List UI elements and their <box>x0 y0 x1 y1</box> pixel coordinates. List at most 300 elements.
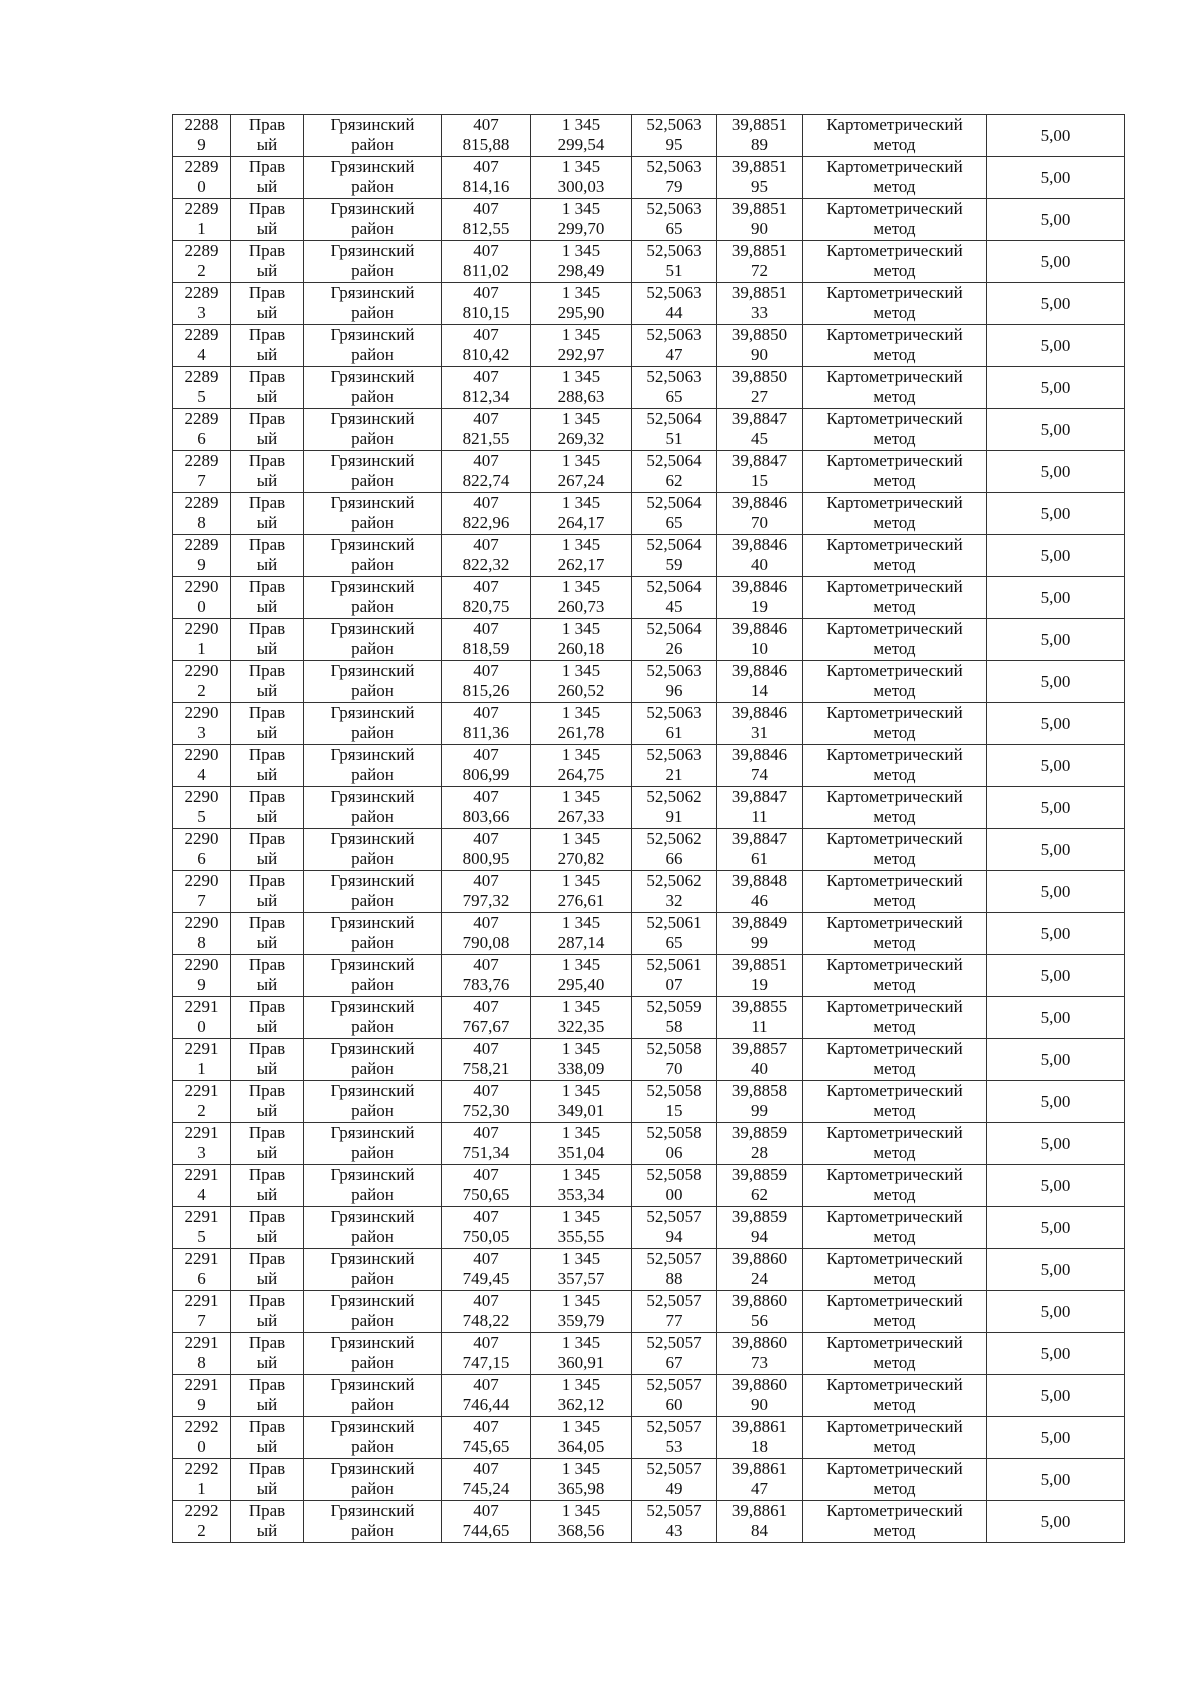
point-number-cell <box>173 1081 231 1123</box>
accuracy-cell: 5,00 <box>987 619 1125 661</box>
point-number-cell-line: 2290 <box>184 703 219 722</box>
y-coordinate-cell-line: 338,09 <box>557 1059 605 1078</box>
district-cell-line: Грязинский <box>330 325 415 344</box>
method-cell-line: Картометрический <box>826 703 963 722</box>
point-number-cell <box>173 1417 231 1459</box>
x-coordinate-cell-line: 407 <box>473 493 499 512</box>
x-coordinate-cell-line: 748,22 <box>462 1311 510 1330</box>
district-cell-line: район <box>351 261 394 280</box>
longitude-cell-line: 39,8851 <box>731 955 788 974</box>
x-coordinate-cell-line: 407 <box>473 241 499 260</box>
longitude-cell-line: 39,8861 <box>731 1501 788 1520</box>
district-cell <box>304 367 442 409</box>
bank-cell-line: ый <box>256 1269 278 1288</box>
x-coordinate-cell-line: 407 <box>473 787 499 806</box>
district-cell <box>304 115 442 157</box>
y-coordinate-cell-line: 267,33 <box>557 807 605 826</box>
y-coordinate-cell <box>531 325 632 367</box>
x-coordinate-cell-line: 745,24 <box>462 1479 510 1498</box>
x-coordinate-cell-line: 752,30 <box>462 1101 510 1120</box>
y-coordinate-cell-line: 1 345 <box>561 115 601 134</box>
longitude-cell-line: 89 <box>751 135 768 154</box>
accuracy-cell: 5,00 <box>987 283 1125 325</box>
longitude-cell-line: 72 <box>751 261 768 280</box>
y-coordinate-cell <box>531 661 632 703</box>
latitude-cell <box>632 1333 717 1375</box>
point-number-cell <box>173 1039 231 1081</box>
latitude-cell-line: 66 <box>665 849 683 868</box>
x-coordinate-cell-line: 806,99 <box>462 765 510 784</box>
point-number-cell-line: 9 <box>197 975 206 994</box>
latitude-cell-line: 70 <box>665 1059 683 1078</box>
x-coordinate-cell <box>442 997 531 1039</box>
latitude-cell <box>632 283 717 325</box>
district-cell-line: район <box>351 1521 394 1540</box>
method-cell <box>803 745 987 787</box>
point-number-cell-line: 0 <box>197 597 206 616</box>
x-coordinate-cell-line: 407 <box>473 535 499 554</box>
y-coordinate-cell-line: 364,05 <box>557 1437 605 1456</box>
longitude-cell-line: 40 <box>751 1059 768 1078</box>
y-coordinate-cell-line: 298,49 <box>557 261 605 280</box>
table-row <box>173 787 1125 829</box>
point-number-cell-line: 2 <box>197 681 206 700</box>
y-coordinate-cell <box>531 1417 632 1459</box>
latitude-cell-line: 15 <box>665 1101 683 1120</box>
y-coordinate-cell <box>531 997 632 1039</box>
y-coordinate-cell-line: 1 345 <box>561 241 601 260</box>
accuracy-cell: 5,00 <box>987 1207 1125 1249</box>
x-coordinate-cell-line: 407 <box>473 451 499 470</box>
y-coordinate-cell-line: 264,17 <box>557 513 605 532</box>
bank-cell-line: ый <box>256 765 278 784</box>
latitude-cell <box>632 1459 717 1501</box>
point-number-cell-line: 2289 <box>184 325 219 344</box>
longitude-cell <box>717 913 803 955</box>
method-cell-line: метод <box>873 1353 916 1372</box>
bank-cell <box>231 367 304 409</box>
latitude-cell <box>632 787 717 829</box>
method-cell-line: Картометрический <box>826 409 963 428</box>
district-cell <box>304 871 442 913</box>
x-coordinate-cell-line: 407 <box>473 661 499 680</box>
accuracy-cell: 5,00 <box>987 787 1125 829</box>
bank-cell-line: ый <box>256 681 278 700</box>
bank-cell <box>231 451 304 493</box>
longitude-cell <box>717 871 803 913</box>
point-number-cell <box>173 1375 231 1417</box>
latitude-cell-line: 52,5058 <box>646 1123 702 1142</box>
y-coordinate-cell <box>531 493 632 535</box>
x-coordinate-cell-line: 407 <box>473 1123 499 1142</box>
bank-cell-line: Прав <box>248 535 286 554</box>
longitude-cell <box>717 1039 803 1081</box>
longitude-cell-line: 90 <box>751 345 768 364</box>
bank-cell-line: ый <box>256 429 278 448</box>
point-number-cell-line: 2290 <box>184 871 219 890</box>
latitude-cell-line: 52,5064 <box>646 619 702 638</box>
latitude-cell-line: 52,5063 <box>646 157 702 176</box>
latitude-cell-line: 47 <box>665 345 683 364</box>
district-cell <box>304 829 442 871</box>
latitude-cell-line: 52,5057 <box>646 1291 702 1310</box>
longitude-cell-line: 27 <box>751 387 768 406</box>
method-cell <box>803 451 987 493</box>
point-number-cell-line: 2289 <box>184 157 219 176</box>
latitude-cell-line: 52,5063 <box>646 115 702 134</box>
x-coordinate-cell <box>442 493 531 535</box>
district-cell-line: район <box>351 1269 394 1288</box>
x-coordinate-cell-line: 407 <box>473 913 499 932</box>
method-cell-line: Картометрический <box>826 787 963 806</box>
longitude-cell-line: 39,8857 <box>731 1039 788 1058</box>
y-coordinate-cell <box>531 1291 632 1333</box>
method-cell <box>803 325 987 367</box>
table-row <box>173 1081 1125 1123</box>
longitude-cell-line: 39,8847 <box>731 409 788 428</box>
point-number-cell-line: 3 <box>197 723 206 742</box>
method-cell <box>803 1039 987 1081</box>
longitude-cell-line: 95 <box>751 177 768 196</box>
bank-cell-line: ый <box>256 261 278 280</box>
x-coordinate-cell-line: 822,74 <box>462 471 510 490</box>
district-cell <box>304 661 442 703</box>
longitude-cell-line: 94 <box>751 1227 768 1246</box>
point-number-cell <box>173 997 231 1039</box>
method-cell-line: Картометрический <box>826 1123 963 1142</box>
point-number-cell <box>173 325 231 367</box>
point-number-cell-line: 2289 <box>184 241 219 260</box>
district-cell-line: Грязинский <box>330 1291 415 1310</box>
x-coordinate-cell <box>442 115 531 157</box>
bank-cell-line: ый <box>256 513 278 532</box>
latitude-cell-line: 52,5057 <box>646 1249 702 1268</box>
y-coordinate-cell-line: 322,35 <box>557 1017 605 1036</box>
y-coordinate-cell <box>531 703 632 745</box>
point-number-cell <box>173 409 231 451</box>
bank-cell-line: Прав <box>248 1333 286 1352</box>
district-cell-line: район <box>351 303 394 322</box>
method-cell-line: Картометрический <box>826 493 963 512</box>
table-body <box>173 115 1125 1543</box>
y-coordinate-cell <box>531 871 632 913</box>
latitude-cell-line: 52,5064 <box>646 577 702 596</box>
accuracy-cell: 5,00 <box>987 199 1125 241</box>
x-coordinate-cell-line: 810,42 <box>462 345 510 364</box>
point-number-cell <box>173 577 231 619</box>
district-cell-line: Грязинский <box>330 199 415 218</box>
y-coordinate-cell <box>531 577 632 619</box>
longitude-cell-line: 39,8851 <box>731 199 788 218</box>
district-cell-line: район <box>351 1143 394 1162</box>
district-cell-line: район <box>351 219 394 238</box>
point-number-cell-line: 2291 <box>184 1039 219 1058</box>
y-coordinate-cell <box>531 1501 632 1543</box>
point-number-cell-line: 2 <box>197 1521 206 1540</box>
district-cell <box>304 1501 442 1543</box>
latitude-cell-line: 52,5063 <box>646 703 702 722</box>
longitude-cell-line: 39,8850 <box>731 325 788 344</box>
method-cell-line: метод <box>873 1521 916 1540</box>
bank-cell-line: ый <box>256 1395 278 1414</box>
y-coordinate-cell-line: 357,57 <box>557 1269 605 1288</box>
latitude-cell-line: 52,5058 <box>646 1165 702 1184</box>
method-cell-line: Картометрический <box>826 661 963 680</box>
bank-cell-line: ый <box>256 849 278 868</box>
district-cell-line: район <box>351 849 394 868</box>
point-number-cell-line: 2289 <box>184 283 219 302</box>
method-cell-line: метод <box>873 1311 916 1330</box>
method-cell-line: Картометрический <box>826 367 963 386</box>
x-coordinate-cell <box>442 745 531 787</box>
longitude-cell-line: 39,8846 <box>731 493 788 512</box>
method-cell-line: метод <box>873 681 916 700</box>
longitude-cell-line: 39,8859 <box>731 1207 788 1226</box>
x-coordinate-cell-line: 407 <box>473 997 499 1016</box>
method-cell-line: Картометрический <box>826 1417 963 1436</box>
method-cell <box>803 703 987 745</box>
point-number-cell-line: 8 <box>197 1353 206 1372</box>
x-coordinate-cell-line: 407 <box>473 1081 499 1100</box>
district-cell-line: район <box>351 597 394 616</box>
table-row <box>173 367 1125 409</box>
bank-cell <box>231 1165 304 1207</box>
method-cell <box>803 1081 987 1123</box>
y-coordinate-cell-line: 1 345 <box>561 325 601 344</box>
x-coordinate-cell <box>442 871 531 913</box>
y-coordinate-cell <box>531 199 632 241</box>
latitude-cell <box>632 1123 717 1165</box>
accuracy-cell: 5,00 <box>987 409 1125 451</box>
y-coordinate-cell-line: 359,79 <box>557 1311 605 1330</box>
method-cell <box>803 535 987 577</box>
district-cell <box>304 1249 442 1291</box>
longitude-cell-line: 19 <box>751 975 768 994</box>
x-coordinate-cell-line: 815,26 <box>462 681 510 700</box>
method-cell-line: метод <box>873 303 916 322</box>
district-cell <box>304 703 442 745</box>
x-coordinate-cell-line: 811,02 <box>462 261 510 280</box>
x-coordinate-cell-line: 407 <box>473 955 499 974</box>
bank-cell-line: Прав <box>248 199 286 218</box>
x-coordinate-cell <box>442 1039 531 1081</box>
y-coordinate-cell <box>531 1375 632 1417</box>
district-cell-line: район <box>351 765 394 784</box>
latitude-cell-line: 32 <box>665 891 683 910</box>
latitude-cell <box>632 1207 717 1249</box>
y-coordinate-cell-line: 1 345 <box>561 409 601 428</box>
longitude-cell <box>717 997 803 1039</box>
longitude-cell-line: 73 <box>751 1353 768 1372</box>
method-cell <box>803 1333 987 1375</box>
longitude-cell-line: 90 <box>751 219 768 238</box>
x-coordinate-cell <box>442 661 531 703</box>
district-cell-line: район <box>351 345 394 364</box>
district-cell-line: район <box>351 1437 394 1456</box>
latitude-cell-line: 52,5064 <box>646 409 702 428</box>
bank-cell-line: ый <box>256 303 278 322</box>
district-cell <box>304 1459 442 1501</box>
y-coordinate-cell-line: 295,40 <box>557 975 605 994</box>
method-cell <box>803 115 987 157</box>
y-coordinate-cell-line: 1 345 <box>561 199 601 218</box>
latitude-cell <box>632 745 717 787</box>
district-cell <box>304 997 442 1039</box>
y-coordinate-cell <box>531 283 632 325</box>
x-coordinate-cell <box>442 619 531 661</box>
method-cell-line: Картометрический <box>826 283 963 302</box>
bank-cell <box>231 1417 304 1459</box>
longitude-cell <box>717 661 803 703</box>
y-coordinate-cell-line: 1 345 <box>561 1165 601 1184</box>
accuracy-cell: 5,00 <box>987 955 1125 997</box>
bank-cell-line: Прав <box>248 451 286 470</box>
bank-cell <box>231 115 304 157</box>
latitude-cell-line: 52,5058 <box>646 1039 702 1058</box>
latitude-cell <box>632 577 717 619</box>
method-cell-line: Картометрический <box>826 115 963 134</box>
latitude-cell-line: 52,5063 <box>646 745 702 764</box>
method-cell-line: Картометрический <box>826 1039 963 1058</box>
latitude-cell-line: 67 <box>665 1353 683 1372</box>
district-cell <box>304 745 442 787</box>
bank-cell <box>231 703 304 745</box>
longitude-cell <box>717 283 803 325</box>
longitude-cell-line: 39,8851 <box>731 157 788 176</box>
method-cell <box>803 241 987 283</box>
district-cell-line: район <box>351 177 394 196</box>
y-coordinate-cell <box>531 241 632 283</box>
district-cell-line: район <box>351 891 394 910</box>
y-coordinate-cell <box>531 787 632 829</box>
longitude-cell-line: 39,8851 <box>731 115 788 134</box>
y-coordinate-cell <box>531 409 632 451</box>
latitude-cell-line: 52,5059 <box>646 997 702 1016</box>
x-coordinate-cell-line: 803,66 <box>462 807 510 826</box>
bank-cell <box>231 871 304 913</box>
district-cell <box>304 787 442 829</box>
district-cell-line: Грязинский <box>330 745 415 764</box>
method-cell-line: Картометрический <box>826 325 963 344</box>
bank-cell-line: ый <box>256 1437 278 1456</box>
method-cell-line: Картометрический <box>826 871 963 890</box>
point-number-cell-line: 2289 <box>184 199 219 218</box>
method-cell-line: Картометрический <box>826 1291 963 1310</box>
accuracy-cell: 5,00 <box>987 703 1125 745</box>
x-coordinate-cell <box>442 1333 531 1375</box>
point-number-cell <box>173 745 231 787</box>
bank-cell-line: ый <box>256 1185 278 1204</box>
x-coordinate-cell-line: 750,05 <box>462 1227 510 1246</box>
method-cell-line: метод <box>873 1479 916 1498</box>
latitude-cell <box>632 997 717 1039</box>
method-cell <box>803 955 987 997</box>
y-coordinate-cell-line: 1 345 <box>561 577 601 596</box>
y-coordinate-cell-line: 1 345 <box>561 661 601 680</box>
latitude-cell-line: 51 <box>665 429 683 448</box>
bank-cell-line: ый <box>256 891 278 910</box>
bank-cell <box>231 325 304 367</box>
point-number-cell <box>173 1291 231 1333</box>
y-coordinate-cell-line: 1 345 <box>561 1249 601 1268</box>
y-coordinate-cell <box>531 1039 632 1081</box>
longitude-cell-line: 39,8846 <box>731 535 788 554</box>
bank-cell <box>231 1123 304 1165</box>
method-cell-line: метод <box>873 555 916 574</box>
district-cell <box>304 1039 442 1081</box>
point-number-cell-line: 1 <box>197 219 206 238</box>
y-coordinate-cell-line: 1 345 <box>561 787 601 806</box>
bank-cell <box>231 283 304 325</box>
y-coordinate-cell-line: 299,70 <box>557 219 605 238</box>
x-coordinate-cell-line: 407 <box>473 115 499 134</box>
district-cell-line: Грязинский <box>330 955 415 974</box>
district-cell <box>304 1207 442 1249</box>
method-cell-line: метод <box>873 345 916 364</box>
y-coordinate-cell-line: 1 345 <box>561 871 601 890</box>
method-cell-line: метод <box>873 1059 916 1078</box>
longitude-cell-line: 99 <box>751 933 768 952</box>
method-cell-line: метод <box>873 387 916 406</box>
accuracy-cell: 5,00 <box>987 1039 1125 1081</box>
bank-cell-line: ый <box>256 807 278 826</box>
bank-cell-line: ый <box>256 1143 278 1162</box>
point-number-cell-line: 2289 <box>184 535 219 554</box>
bank-cell <box>231 1291 304 1333</box>
district-cell-line: Грязинский <box>330 367 415 386</box>
method-cell <box>803 661 987 703</box>
longitude-cell-line: 39,8860 <box>731 1291 788 1310</box>
y-coordinate-cell-line: 1 345 <box>561 1417 601 1436</box>
method-cell <box>803 577 987 619</box>
method-cell-line: метод <box>873 933 916 952</box>
coordinates-table <box>172 114 1125 1543</box>
x-coordinate-cell <box>442 829 531 871</box>
x-coordinate-cell-line: 818,59 <box>462 639 510 658</box>
method-cell <box>803 1249 987 1291</box>
method-cell-line: метод <box>873 1143 916 1162</box>
x-coordinate-cell-line: 407 <box>473 1459 499 1478</box>
longitude-cell-line: 18 <box>751 1437 768 1456</box>
latitude-cell-line: 52,5062 <box>646 871 702 890</box>
method-cell-line: Картометрический <box>826 451 963 470</box>
district-cell-line: Грязинский <box>330 1333 415 1352</box>
y-coordinate-cell <box>531 745 632 787</box>
table-row <box>173 283 1125 325</box>
method-cell-line: Картометрический <box>826 535 963 554</box>
bank-cell-line: Прав <box>248 577 286 596</box>
longitude-cell-line: 39,8848 <box>731 871 788 890</box>
latitude-cell-line: 52,5062 <box>646 787 702 806</box>
point-number-cell-line: 2290 <box>184 913 219 932</box>
x-coordinate-cell-line: 790,08 <box>462 933 510 952</box>
latitude-cell-line: 26 <box>665 639 683 658</box>
y-coordinate-cell-line: 1 345 <box>561 535 601 554</box>
point-number-cell-line: 5 <box>197 1227 206 1246</box>
x-coordinate-cell-line: 783,76 <box>462 975 510 994</box>
latitude-cell <box>632 409 717 451</box>
bank-cell <box>231 493 304 535</box>
latitude-cell-line: 96 <box>665 681 683 700</box>
latitude-cell-line: 21 <box>665 765 683 784</box>
district-cell-line: район <box>351 1353 394 1372</box>
accuracy-cell: 5,00 <box>987 367 1125 409</box>
district-cell-line: Грязинский <box>330 1123 415 1142</box>
longitude-cell <box>717 1165 803 1207</box>
longitude-cell-line: 39,8860 <box>731 1375 788 1394</box>
point-number-cell <box>173 493 231 535</box>
district-cell-line: район <box>351 975 394 994</box>
